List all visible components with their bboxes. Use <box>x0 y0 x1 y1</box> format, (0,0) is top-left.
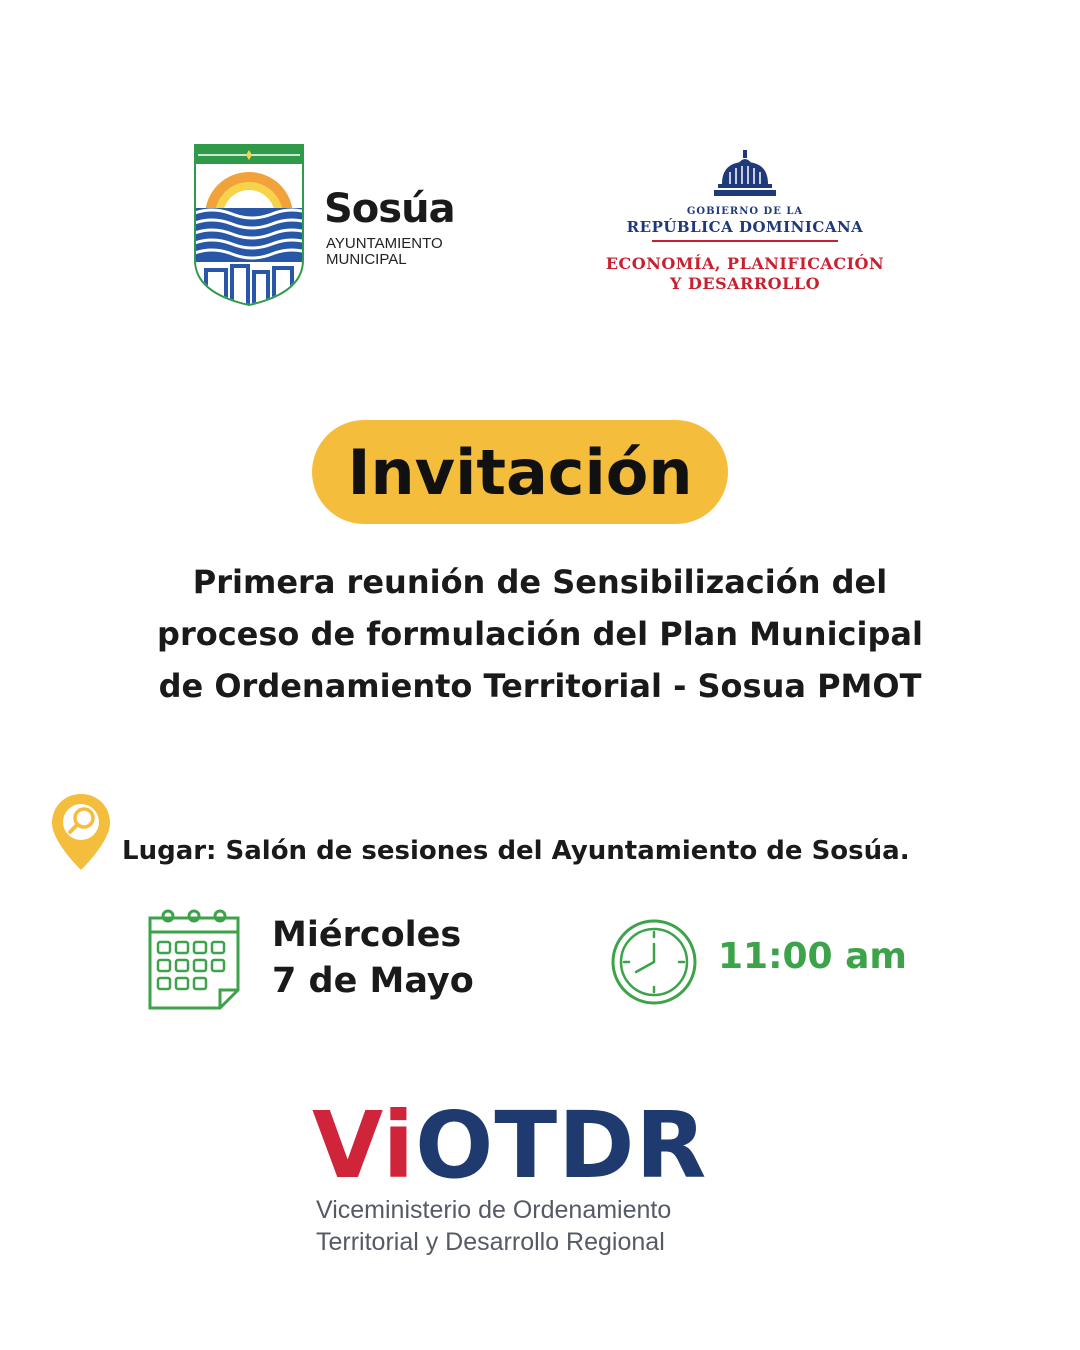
event-headline <box>90 556 990 712</box>
clock-icon <box>610 918 698 1006</box>
event-day: Miércoles <box>272 915 462 955</box>
viotdr-line2: Territorial y Desarrollo Regional <box>316 1228 665 1256</box>
viotdr-acronym <box>312 1092 708 1199</box>
sosua-line2: MUNICIPAL <box>326 251 407 268</box>
invitation-badge <box>312 420 728 524</box>
invitation-title: Invitación <box>347 435 693 509</box>
sosua-name: Sosúa <box>324 186 455 232</box>
viotdr-vi: Vi <box>312 1092 416 1199</box>
gov-divider <box>652 240 838 242</box>
gov-line3: ECONOMÍA, PLANIFICACIÓN <box>605 254 885 273</box>
event-day-number: 7 de Mayo <box>272 961 474 1001</box>
viotdr-otdr: OTDR <box>415 1092 708 1199</box>
calendar-icon <box>146 906 242 1012</box>
event-place: Lugar: Salón de sesiones del Ayuntamiento de Sosúa. <box>122 836 910 866</box>
gov-line4: Y DESARROLLO <box>670 274 820 293</box>
viotdr-line1: Viceministerio de Ordenamiento <box>316 1196 672 1224</box>
capitol-dome-icon <box>710 150 780 200</box>
sosua-line1: AYUNTAMIENTO <box>326 235 443 252</box>
viotdr-logo <box>312 1092 732 1266</box>
event-time: 11:00 am <box>718 936 907 977</box>
gov-line1: GOBIERNO DE LA <box>686 206 804 217</box>
gov-line2: REPÚBLICA DOMINICANA <box>626 218 864 236</box>
location-pin-icon <box>50 792 112 872</box>
headline-line: Primera reunión de Sensibilización del <box>192 563 888 601</box>
headline-line: de Ordenamiento Territorial - Sosua PMOT <box>158 667 922 705</box>
event-date <box>272 912 474 1004</box>
sosua-logo <box>192 142 462 308</box>
gov-logo <box>590 150 900 300</box>
headline-line: proceso de formulación del Plan Municipal <box>157 615 923 653</box>
sosua-shield-icon <box>192 142 306 308</box>
